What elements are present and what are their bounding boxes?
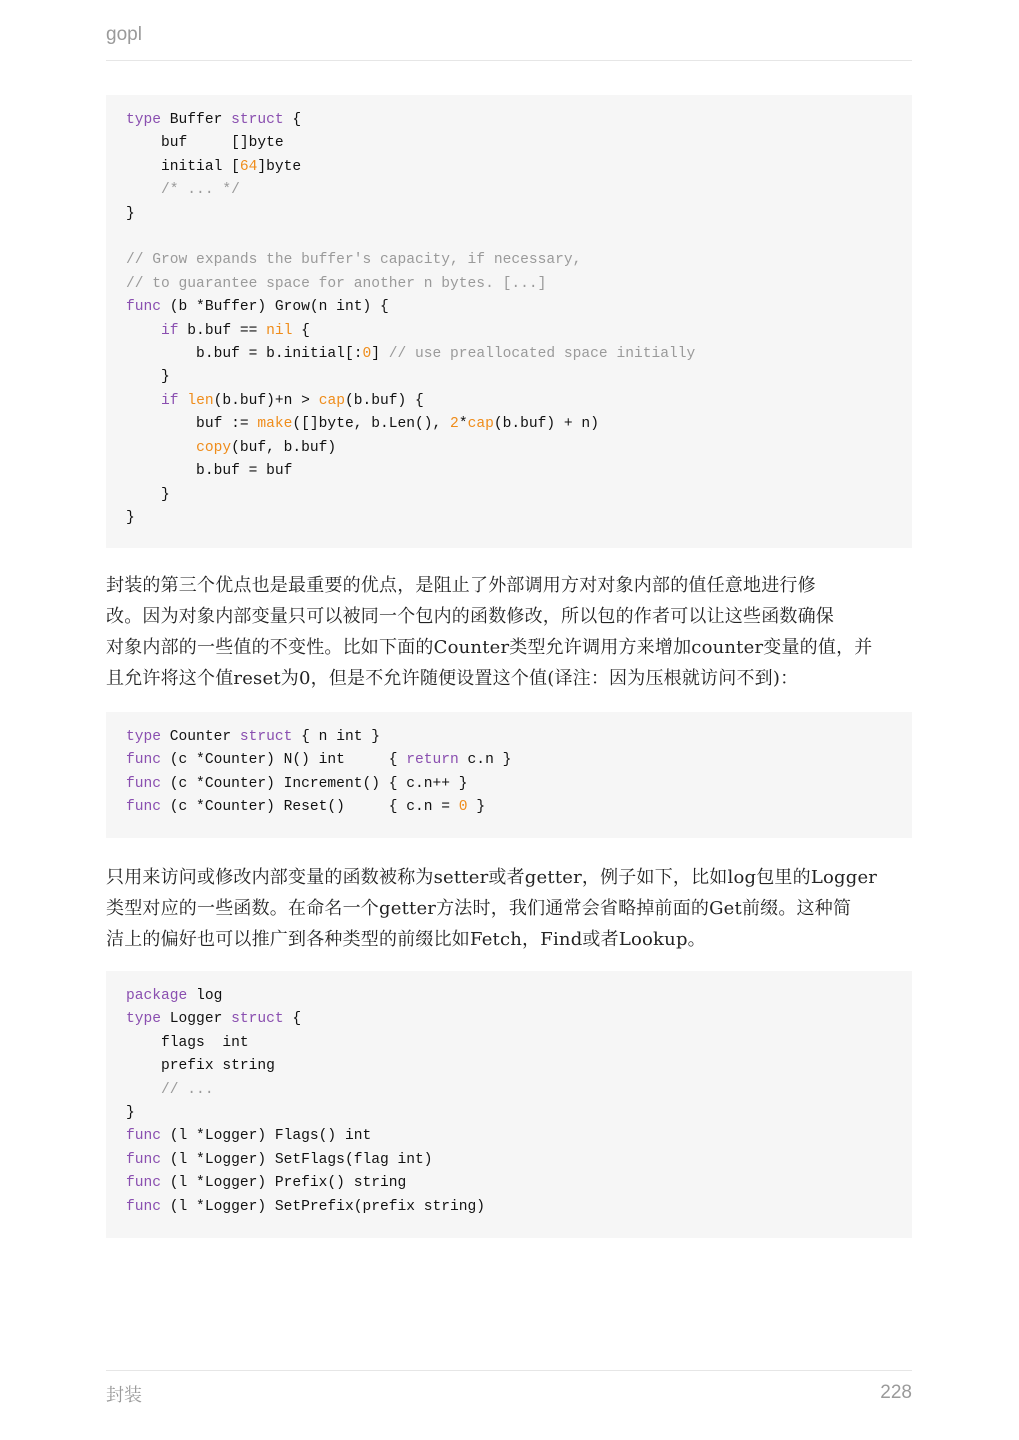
header-divider bbox=[106, 60, 912, 61]
paragraph-line: 类型对应的一些函数。在命名一个getter方法时，我们通常会省略掉前面的Get前缀。这种简 bbox=[106, 898, 852, 919]
footer-divider bbox=[106, 1370, 912, 1371]
code-block-buffer bbox=[106, 95, 912, 548]
code-block-logger bbox=[106, 971, 912, 1238]
footer-section-title: 封装 bbox=[106, 1385, 142, 1406]
code-block-counter bbox=[106, 712, 912, 838]
code-text: type Counter struct { n int } func (c *Counter) N() int { return c.n } func (c *Counter) Increment() { c.n++ } func (c *Counter) Reset() { c.n = 0 } bbox=[126, 729, 512, 816]
paragraph-line: 且允许将这个值reset为0，但是不允许随便设置这个值(译注：因为压根就访问不到)： bbox=[106, 668, 799, 689]
page-number: 228 bbox=[880, 1382, 912, 1403]
paragraph-encapsulation-benefit bbox=[106, 570, 912, 694]
paragraph-line: 对象内部的一些值的不变性。比如下面的Counter类型允许调用方来增加counter变量的值，并 bbox=[106, 637, 873, 658]
code-text: package log type Logger struct { flags int prefix string // ... } func (l *Logger) Flags() int func (l *Logger) SetFlags(flag int) func (l *Logger) Prefix() string func (l *Logger) SetPrefix(prefix string) bbox=[126, 988, 486, 1215]
paragraph-line: 封装的第三个优点也是最重要的优点，是阻止了外部调用方对对象内部的值任意地进行修 bbox=[106, 575, 816, 596]
paragraph-getter-setter bbox=[106, 862, 912, 955]
paragraph-line: 改。因为对象内部变量只可以被同一个包内的函数修改，所以包的作者可以让这些函数确保 bbox=[106, 606, 834, 627]
paragraph-line: 洁上的偏好也可以推广到各种类型的前缀比如Fetch，Find或者Lookup。 bbox=[106, 929, 706, 950]
paragraph-line: 只用来访问或修改内部变量的函数被称为setter或者getter，例子如下，比如log包里的Logger bbox=[106, 867, 878, 888]
running-header-title: gopl bbox=[106, 24, 142, 45]
code-text: type Buffer struct { buf []byte initial [64]byte /* ... */ } // Grow expands the buffer's capacity, if necessary, // to guarantee space for another n bytes. [...] func (b *Buffer) Grow(n int) { if b.buf == nil { b.buf = b.initial[:0] // use preallocated space initially } if len(b.buf)+n > cap(b.buf) { buf := make([]byte, b.Len(), 2*cap(b.buf) + n) copy(buf, b.buf) b.buf = buf } } bbox=[126, 112, 696, 526]
